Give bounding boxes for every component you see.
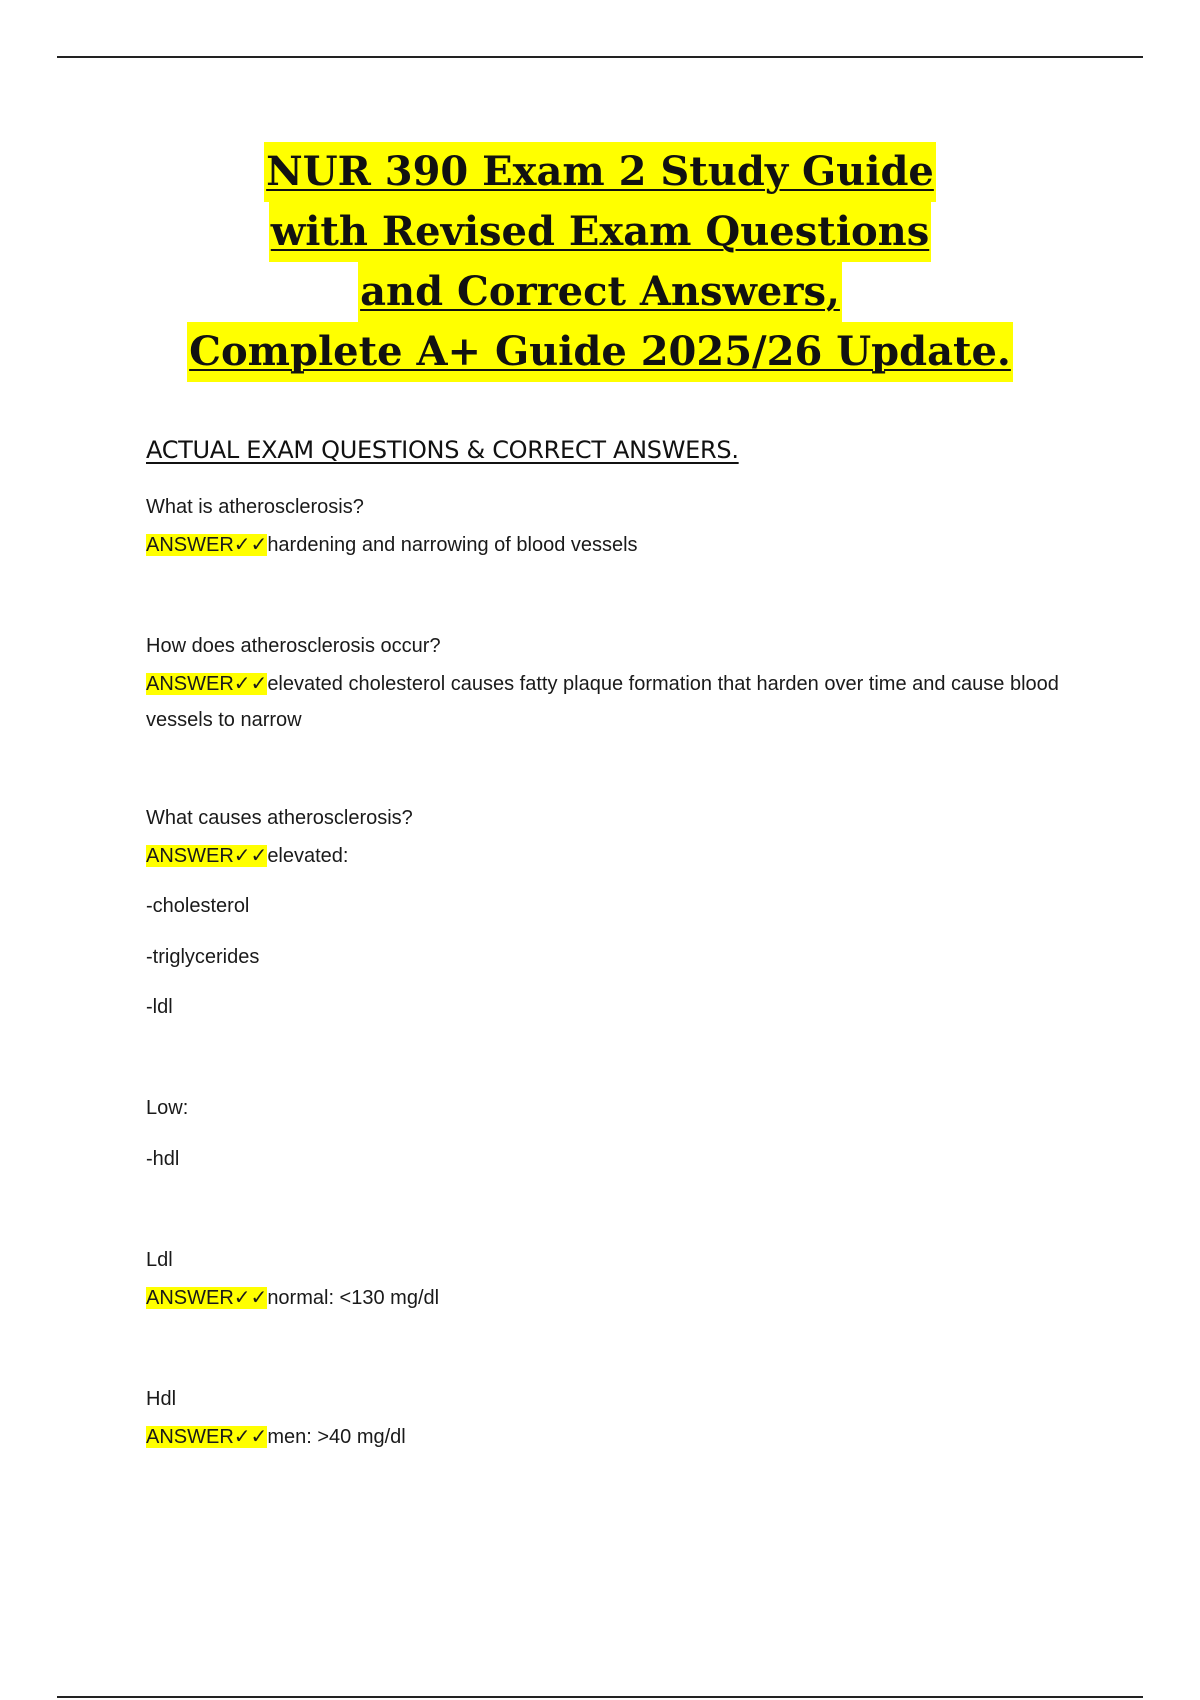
answer-text: normal: <130 mg/dl	[267, 1287, 440, 1309]
answer-tag: ANSWER✓✓	[146, 673, 268, 695]
answer-4	[146, 1280, 1106, 1316]
title-line-2: with Revised Exam Questions	[269, 202, 931, 262]
answer-text: elevated cholesterol causes fatty plaque formation that harden over time and cause blood vessels to narrow	[146, 673, 1059, 731]
bottom-rule	[57, 1696, 1143, 1698]
answer-5	[146, 1419, 1106, 1455]
answer-text: men: >40 mg/dl	[267, 1426, 406, 1448]
answer-detail: -cholesterol	[146, 895, 250, 917]
document-title	[0, 142, 1200, 382]
answer-detail: -ldl	[146, 996, 173, 1018]
answer-tag: ANSWER✓✓	[146, 1426, 268, 1448]
answer-tag: ANSWER✓✓	[146, 1287, 268, 1309]
answer-detail: Low:	[146, 1097, 189, 1119]
question-2: How does atherosclerosis occur?	[146, 635, 441, 657]
question-1: What is atherosclerosis?	[146, 496, 364, 518]
answer-text: elevated:	[267, 845, 349, 867]
question-5: Hdl	[146, 1388, 177, 1410]
section-heading: ACTUAL EXAM QUESTIONS & CORRECT ANSWERS.	[146, 436, 739, 464]
title-line-4: Complete A+ Guide 2025/26 Update.	[187, 322, 1013, 382]
question-4: Ldl	[146, 1249, 173, 1271]
question-3: What causes atherosclerosis?	[146, 807, 413, 829]
answer-text: hardening and narrowing of blood vessels	[267, 534, 638, 556]
title-line-3: and Correct Answers,	[358, 262, 842, 322]
answer-1	[146, 527, 1106, 563]
top-rule	[57, 56, 1143, 58]
answer-tag: ANSWER✓✓	[146, 534, 268, 556]
answer-detail: -hdl	[146, 1148, 180, 1170]
answer-2	[146, 666, 1106, 738]
answer-tag: ANSWER✓✓	[146, 845, 268, 867]
answer-3	[146, 838, 1106, 874]
answer-detail: -triglycerides	[146, 946, 260, 968]
title-line-1: NUR 390 Exam 2 Study Guide	[264, 142, 936, 202]
